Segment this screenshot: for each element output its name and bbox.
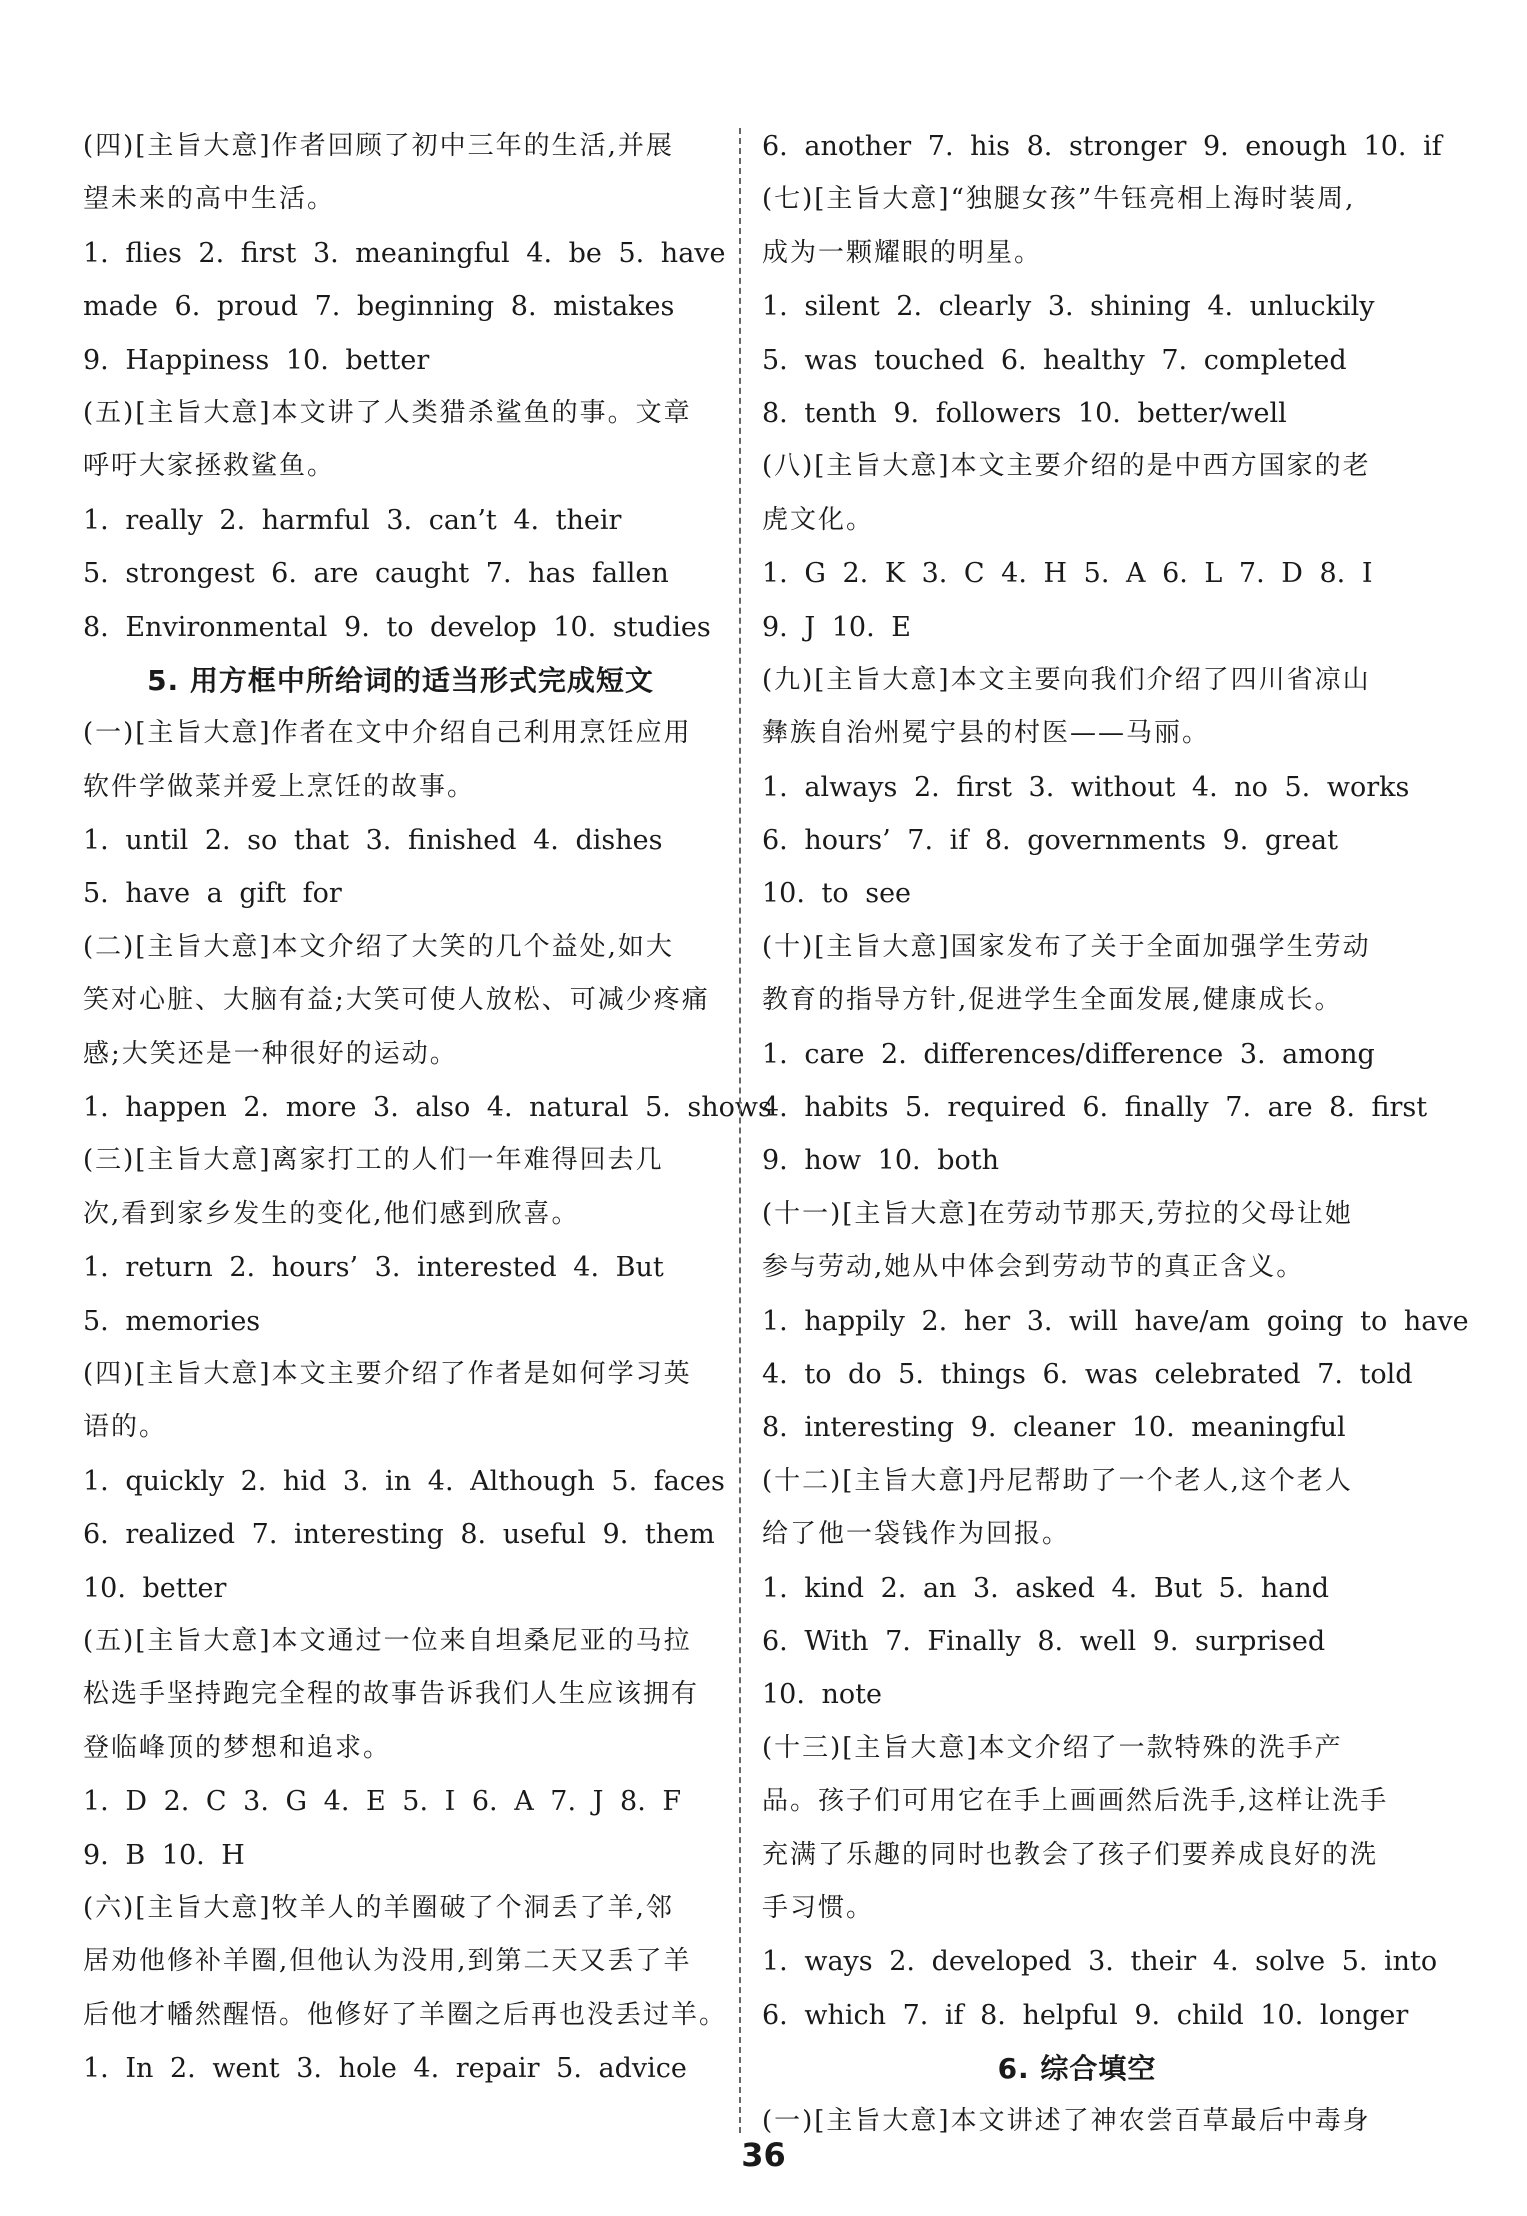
summary-line: (四)[主旨大意]本文主要介绍了作者是如何学习英 xyxy=(83,1358,692,1389)
summary-line: 参与劳动,她从中体会到劳动节的真正含义。 xyxy=(762,1252,1305,1283)
column-divider xyxy=(739,128,741,2133)
summary-line: (十三)[主旨大意]本文介绍了一款特殊的洗手产 xyxy=(762,1732,1343,1763)
summary-line: 居劝他修补羊圈,但他认为没用,到第二天又丢了羊 xyxy=(83,1946,692,1977)
summary-line: 呼吁大家拯救鲨鱼。 xyxy=(83,451,336,482)
answer-line: 6. which 7. if 8. helpful 9. child 10. longer xyxy=(762,1999,1409,2031)
summary-line: (一)[主旨大意]作者在文中介绍自己利用烹饪应用 xyxy=(83,718,692,749)
answer-line: 8. tenth 9. followers 10. better/well xyxy=(762,397,1287,429)
summary-line: (十)[主旨大意]国家发布了关于全面加强学生劳动 xyxy=(762,931,1371,962)
summary-line: (四)[主旨大意]作者回顾了初中三年的生活,并展 xyxy=(83,131,674,161)
answer-line: 8. interesting 9. cleaner 10. meaningful xyxy=(762,1412,1346,1444)
summary-line: (八)[主旨大意]本文主要介绍的是中西方国家的老 xyxy=(762,451,1371,482)
right-column xyxy=(762,120,1469,2149)
answer-line: 1. always 2. first 3. without 4. no 5. works xyxy=(762,771,1410,803)
summary-line: 笑对心脏、大脑有益;大笑可使人放松、可减少疼痛 xyxy=(83,985,710,1016)
answer-line: 8. Environmental 9. to develop 10. studies xyxy=(83,611,711,643)
page-number: 36 xyxy=(741,2136,786,2174)
summary-line: 手习惯。 xyxy=(762,1892,875,1923)
answer-line: 1. happen 2. more 3. also 4. natural 5. shows xyxy=(83,1092,772,1124)
summary-line: 次,看到家乡发生的变化,他们感到欣喜。 xyxy=(83,1198,580,1229)
summary-line: 虎文化。 xyxy=(762,504,875,535)
summary-line: 后他才幡然醒悟。他修好了羊圈之后再也没丢过羊。 xyxy=(83,1999,728,2030)
answer-line: 4. to do 5. things 6. was celebrated 7. told xyxy=(762,1358,1413,1390)
summary-line: 教育的指导方针,促进学生全面发展,健康成长。 xyxy=(762,985,1343,1016)
summary-line: 成为一颗耀眼的明星。 xyxy=(762,237,1043,268)
answer-line: 9. how 10. both xyxy=(762,1145,999,1177)
summary-line: 给了他一袋钱作为回报。 xyxy=(762,1519,1071,1550)
answer-line: 6. With 7. Finally 8. well 9. surprised xyxy=(762,1625,1326,1657)
section-heading: 6. 综合填空 xyxy=(997,2052,1157,2086)
summary-line: (三)[主旨大意]离家打工的人们一年难得回去几 xyxy=(83,1145,664,1176)
summary-line: 语的。 xyxy=(83,1412,168,1443)
answer-line: 4. habits 5. required 6. finally 7. are 8. first xyxy=(762,1092,1428,1124)
answer-line: 1. kind 2. an 3. asked 4. But 5. hand xyxy=(762,1572,1330,1604)
answer-line: 1. care 2. differences/difference 3. among xyxy=(762,1038,1375,1070)
answer-line: 5. was touched 6. healthy 7. completed xyxy=(762,344,1347,376)
answer-line: 9. B 10. H xyxy=(83,1839,245,1871)
summary-line: (五)[主旨大意]本文讲了人类猎杀鲨鱼的事。文章 xyxy=(83,397,692,428)
answer-line: 5. strongest 6. are caught 7. has fallen xyxy=(83,558,669,590)
answer-line: 9. Happiness 10. better xyxy=(83,344,430,376)
summary-line: (九)[主旨大意]本文主要向我们介绍了四川省凉山 xyxy=(762,664,1371,695)
summary-line: (一)[主旨大意]本文讲述了神农尝百草最后中毒身 xyxy=(762,2106,1371,2137)
summary-line: (十二)[主旨大意]丹尼帮助了一个老人,这个老人 xyxy=(762,1465,1353,1496)
answer-line: 9. J 10. E xyxy=(762,611,911,643)
summary-line: (六)[主旨大意]牧羊人的羊圈破了个洞丢了羊,邻 xyxy=(83,1892,674,1923)
answer-line: 1. ways 2. developed 3. their 4. solve 5. into xyxy=(762,1946,1438,1978)
answer-line: made 6. proud 7. beginning 8. mistakes xyxy=(83,291,675,323)
summary-line: 感;大笑还是一种很好的运动。 xyxy=(83,1038,458,1069)
section-heading: 5. 用方框中所给词的适当形式完成短文 xyxy=(147,663,654,697)
answer-line: 1. return 2. hours’ 3. interested 4. But xyxy=(83,1252,664,1284)
answer-line: 1. silent 2. clearly 3. shining 4. unluckily xyxy=(762,291,1375,323)
left-column xyxy=(83,120,772,2095)
answer-line: 1. In 2. went 3. hole 4. repair 5. advice xyxy=(83,2053,687,2085)
summary-line: (十一)[主旨大意]在劳动节那天,劳拉的父母让她 xyxy=(762,1198,1353,1229)
answer-line: 10. to see xyxy=(762,878,912,910)
answer-line: 5. memories xyxy=(83,1305,261,1337)
summary-line: 充满了乐趣的同时也教会了孩子们要养成良好的洗 xyxy=(762,1839,1379,1870)
answer-line: 1. flies 2. first 3. meaningful 4. be 5. have xyxy=(83,237,726,269)
answer-line: 10. better xyxy=(83,1572,227,1604)
answer-line: 1. until 2. so that 3. finished 4. dishes xyxy=(83,825,663,857)
answer-line: 1. really 2. harmful 3. can’t 4. their xyxy=(83,504,622,536)
summary-line: 软件学做菜并爱上烹饪的故事。 xyxy=(83,771,476,802)
summary-line: 登临峰顶的梦想和追求。 xyxy=(83,1732,392,1763)
answer-line: 6. hours’ 7. if 8. governments 9. great xyxy=(762,825,1338,857)
answer-line: 1. G 2. K 3. C 4. H 5. A 6. L 7. D 8. I xyxy=(762,558,1373,590)
answer-line: 1. quickly 2. hid 3. in 4. Although 5. faces xyxy=(83,1465,725,1497)
answer-line: 6. another 7. his 8. stronger 9. enough 10. if xyxy=(762,131,1442,162)
summary-line: 彝族自治州冕宁县的村医——马丽。 xyxy=(762,718,1211,749)
summary-line: 松选手坚持跑完全程的故事告诉我们人生应该拥有 xyxy=(83,1679,700,1710)
summary-line: (五)[主旨大意]本文通过一位来自坦桑尼亚的马拉 xyxy=(83,1625,692,1656)
answer-line: 1. happily 2. her 3. will have/am going to have xyxy=(762,1305,1469,1337)
answer-line: 5. have a gift for xyxy=(83,878,342,910)
answer-line: 1. D 2. C 3. G 4. E 5. I 6. A 7. J 8. F xyxy=(83,1786,682,1818)
answer-line: 6. realized 7. interesting 8. useful 9. them xyxy=(83,1519,715,1551)
summary-line: (二)[主旨大意]本文介绍了大笑的几个益处,如大 xyxy=(83,931,674,962)
summary-line: (七)[主旨大意]“独腿女孩”牛钰亮相上海时装周, xyxy=(762,184,1356,215)
summary-line: 品。孩子们可用它在手上画画然后洗手,这样让洗手 xyxy=(762,1786,1389,1817)
summary-line: 望未来的高中生活。 xyxy=(83,184,336,215)
answer-line: 10. note xyxy=(762,1679,882,1711)
